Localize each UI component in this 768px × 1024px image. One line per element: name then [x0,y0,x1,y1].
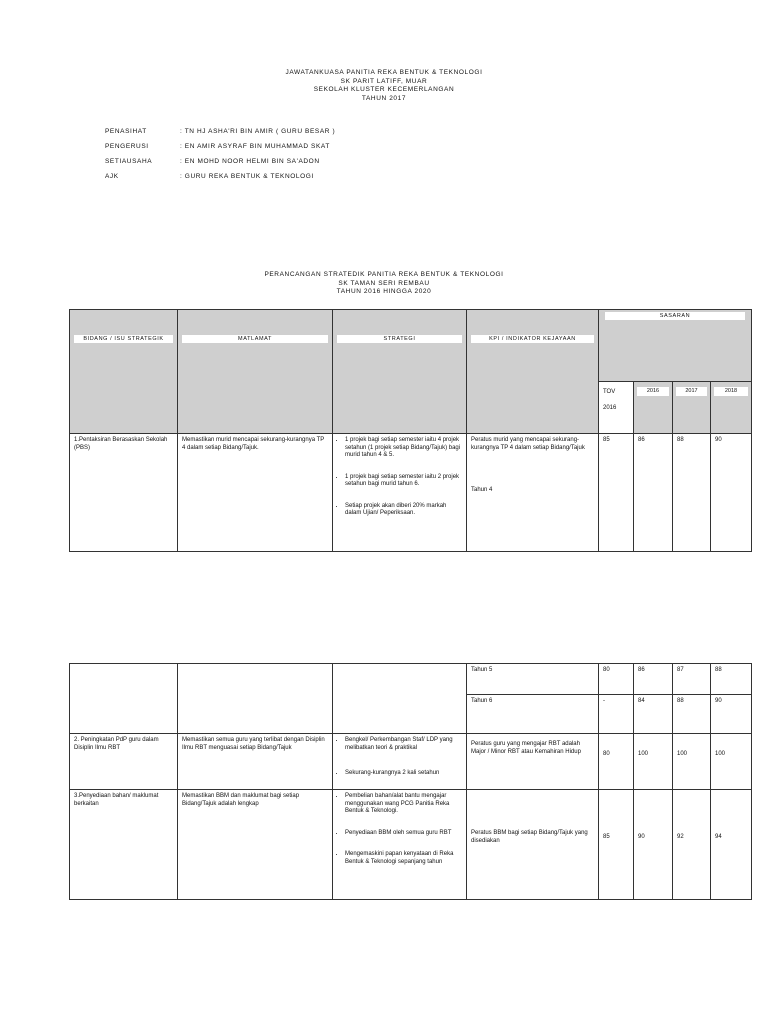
cell-strategi [333,734,467,790]
header-cell-bidang [70,310,178,434]
strategi-list [337,437,462,518]
strategi-item: • 1 projek bagi setiap semester iaitu 2 projek setahun bagi murid tahun 6. [345,474,462,489]
cell-tov: 85 [599,434,634,552]
cell-matlamat: Memastikan murid mencapai sekurang-kurangnya TP 4 dalam setiap Bidang/Tajuk. [178,434,333,552]
cell-target-2017: 100 [673,734,711,790]
header-committee-title: JAWATANKUASA PANITIA REKA BENTUK & TEKNOLOGI [285,69,483,76]
header-label-year: 2017 [676,387,707,396]
header-label-matlamat: MATLAMAT [182,335,328,343]
committee-name: : EN AMIR ASYRAF BIN MUHAMMAD SKAT [180,143,330,150]
cell-target-2016: 90 [634,790,673,900]
cell-bidang: 1.Pentaksiran Berasaskan Sekolah (PBS) [70,434,178,552]
header-label-bidang: BIDANG / ISU STRATEGIK [74,335,173,343]
cell-bidang [70,664,178,734]
header-label-tov-year: 2016 [603,405,617,411]
cell-kpi [467,434,599,552]
kpi-level: Tahun 4 [471,487,493,493]
strategic-plan-table [69,309,752,552]
table-row [70,734,752,790]
strategic-plan-table-continued [69,663,752,900]
header-label-year: 2016 [637,387,669,396]
committee-name: : EN MOHD NOOR HELMI BIN SA'ADON [180,158,320,165]
cell-target-2018: 90 [711,695,752,734]
cell-strategi [333,790,467,900]
header-cell-year-2017 [673,382,711,434]
cell-kpi: Peratus guru yang mengajar RBT adalah Major / Minor RBT atau Kemahiran Hidup [467,734,599,790]
cell-target-2016: 100 [634,734,673,790]
header-label-year: 2018 [714,387,748,396]
header-year: TAHUN 2017 [361,94,407,102]
cell-bidang: 2. Peningkatan PdP guru dalam Disiplin Ilmu RBT [70,734,178,790]
cell-target-2017: 88 [673,434,711,552]
strategi-item: • Sekurang-kurangnya 2 kali setahun [345,770,462,778]
header-label-strategi: STRATEGI [337,335,462,343]
committee-role: SETIAUSAHA [105,158,153,165]
cell-target-2017: 92 [673,790,711,900]
table-header-row [70,310,752,382]
header-cell-sasaran [599,310,752,382]
header-cell-strategi [333,310,467,434]
strategi-item: • Bengkel/ Perkembangan Staf/ LDP yang melibatkan teori & praktikal [345,737,462,752]
header-cell-year-2018 [711,382,752,434]
cell-target-2016: 86 [634,664,673,695]
header-cell-year-2016 [634,382,673,434]
cell-target-2018: 88 [711,664,752,695]
table-row [70,434,752,552]
strategi-item: • Mengemaskini papan kenyataan di Reka Bentuk & Teknologi sepanjang tahun [345,851,462,866]
table-row [70,664,752,695]
strategi-item: • Pembelian bahan/alat bantu mengajar menggunakan wang PCG Panitia Reka Bentuk & Teknologi. [345,793,462,816]
plan-title-line: PERANCANGAN STRATEDIK PANITIA REKA BENTUK & TEKNOLOGI [264,271,504,278]
cell-tov: 80 [599,664,634,695]
strategi-list [337,737,462,778]
cell-matlamat: Memastikan semua guru yang terlibat dengan Disiplin Ilmu RBT menguasai setiap Bidang/Tajuk [178,734,333,790]
cell-matlamat: Memastikan BBM dan maklumat bagi setiap Bidang/Tajuk adalah lengkap [178,790,333,900]
cell-target-2017: 87 [673,664,711,695]
cell-tov: 80 [599,734,634,790]
header-school-name: SK PARIT LATIFF, MUAR [340,77,428,85]
header-school-category: SEKOLAH KLUSTER KECEMERLANGAN [313,86,455,93]
cell-target-2018: 100 [711,734,752,790]
cell-strategi [333,434,467,552]
committee-name: : GURU REKA BENTUK & TEKNOLOGI [180,173,314,180]
plan-title [0,271,768,297]
cell-bidang: 3.Penyediaan bahan/ maklumat berkaitan [70,790,178,900]
cell-strategi [333,664,467,734]
table-row [70,790,752,900]
strategi-item: • Setiap projek akan diberi 20% markah dalam Ujian/ Peperiksaan. [345,503,462,518]
committee-role: PENGERUSI [105,143,149,150]
cell-tov: 85 [599,790,634,900]
cell-kpi: Tahun 6 [467,695,599,734]
strategi-item: • 1 projek bagi setiap semester iaitu 4 projek setahun (1 projek setiap Bidang/Tajuk) bagi murid tahun 4 & 5. [345,437,462,460]
header-cell-tov [599,382,634,434]
header-cell-kpi [467,310,599,434]
cell-matlamat [178,664,333,734]
cell-tov: - [599,695,634,734]
committee-name: : TN HJ ASHA'RI BIN AMIR ( GURU BESAR ) [180,128,336,135]
kpi-text: Peratus murid yang mencapai sekurang-kurangnya TP 4 dalam setiap Bidang/Tajuk [471,437,585,451]
cell-kpi: Tahun 5 [467,664,599,695]
cell-target-2017: 88 [673,695,711,734]
cell-target-2018: 94 [711,790,752,900]
header-cell-matlamat [178,310,333,434]
strategi-list [337,793,462,866]
header-label-sasaran: SASARAN [605,312,745,320]
committee-role: AJK [105,173,119,180]
header-label-kpi: KPI / INDIKATOR KEJAYAAN [471,335,594,343]
cell-target-2018: 90 [711,434,752,552]
committee-role: PENASIHAT [105,128,147,135]
cell-kpi: Peratus BBM bagi setiap Bidang/Tajuk yang disediakan [467,790,599,900]
header-label-tov: TOV [603,389,616,395]
strategi-item: • Penyediaan BBM oleh semua guru RBT [345,830,462,838]
cell-target-2016: 86 [634,434,673,552]
plan-year-range: TAHUN 2016 HINGGA 2020 [336,288,432,295]
document-header [0,69,768,103]
plan-school-name: SK TAMAN SERI REMBAU [338,279,430,287]
cell-target-2016: 84 [634,695,673,734]
